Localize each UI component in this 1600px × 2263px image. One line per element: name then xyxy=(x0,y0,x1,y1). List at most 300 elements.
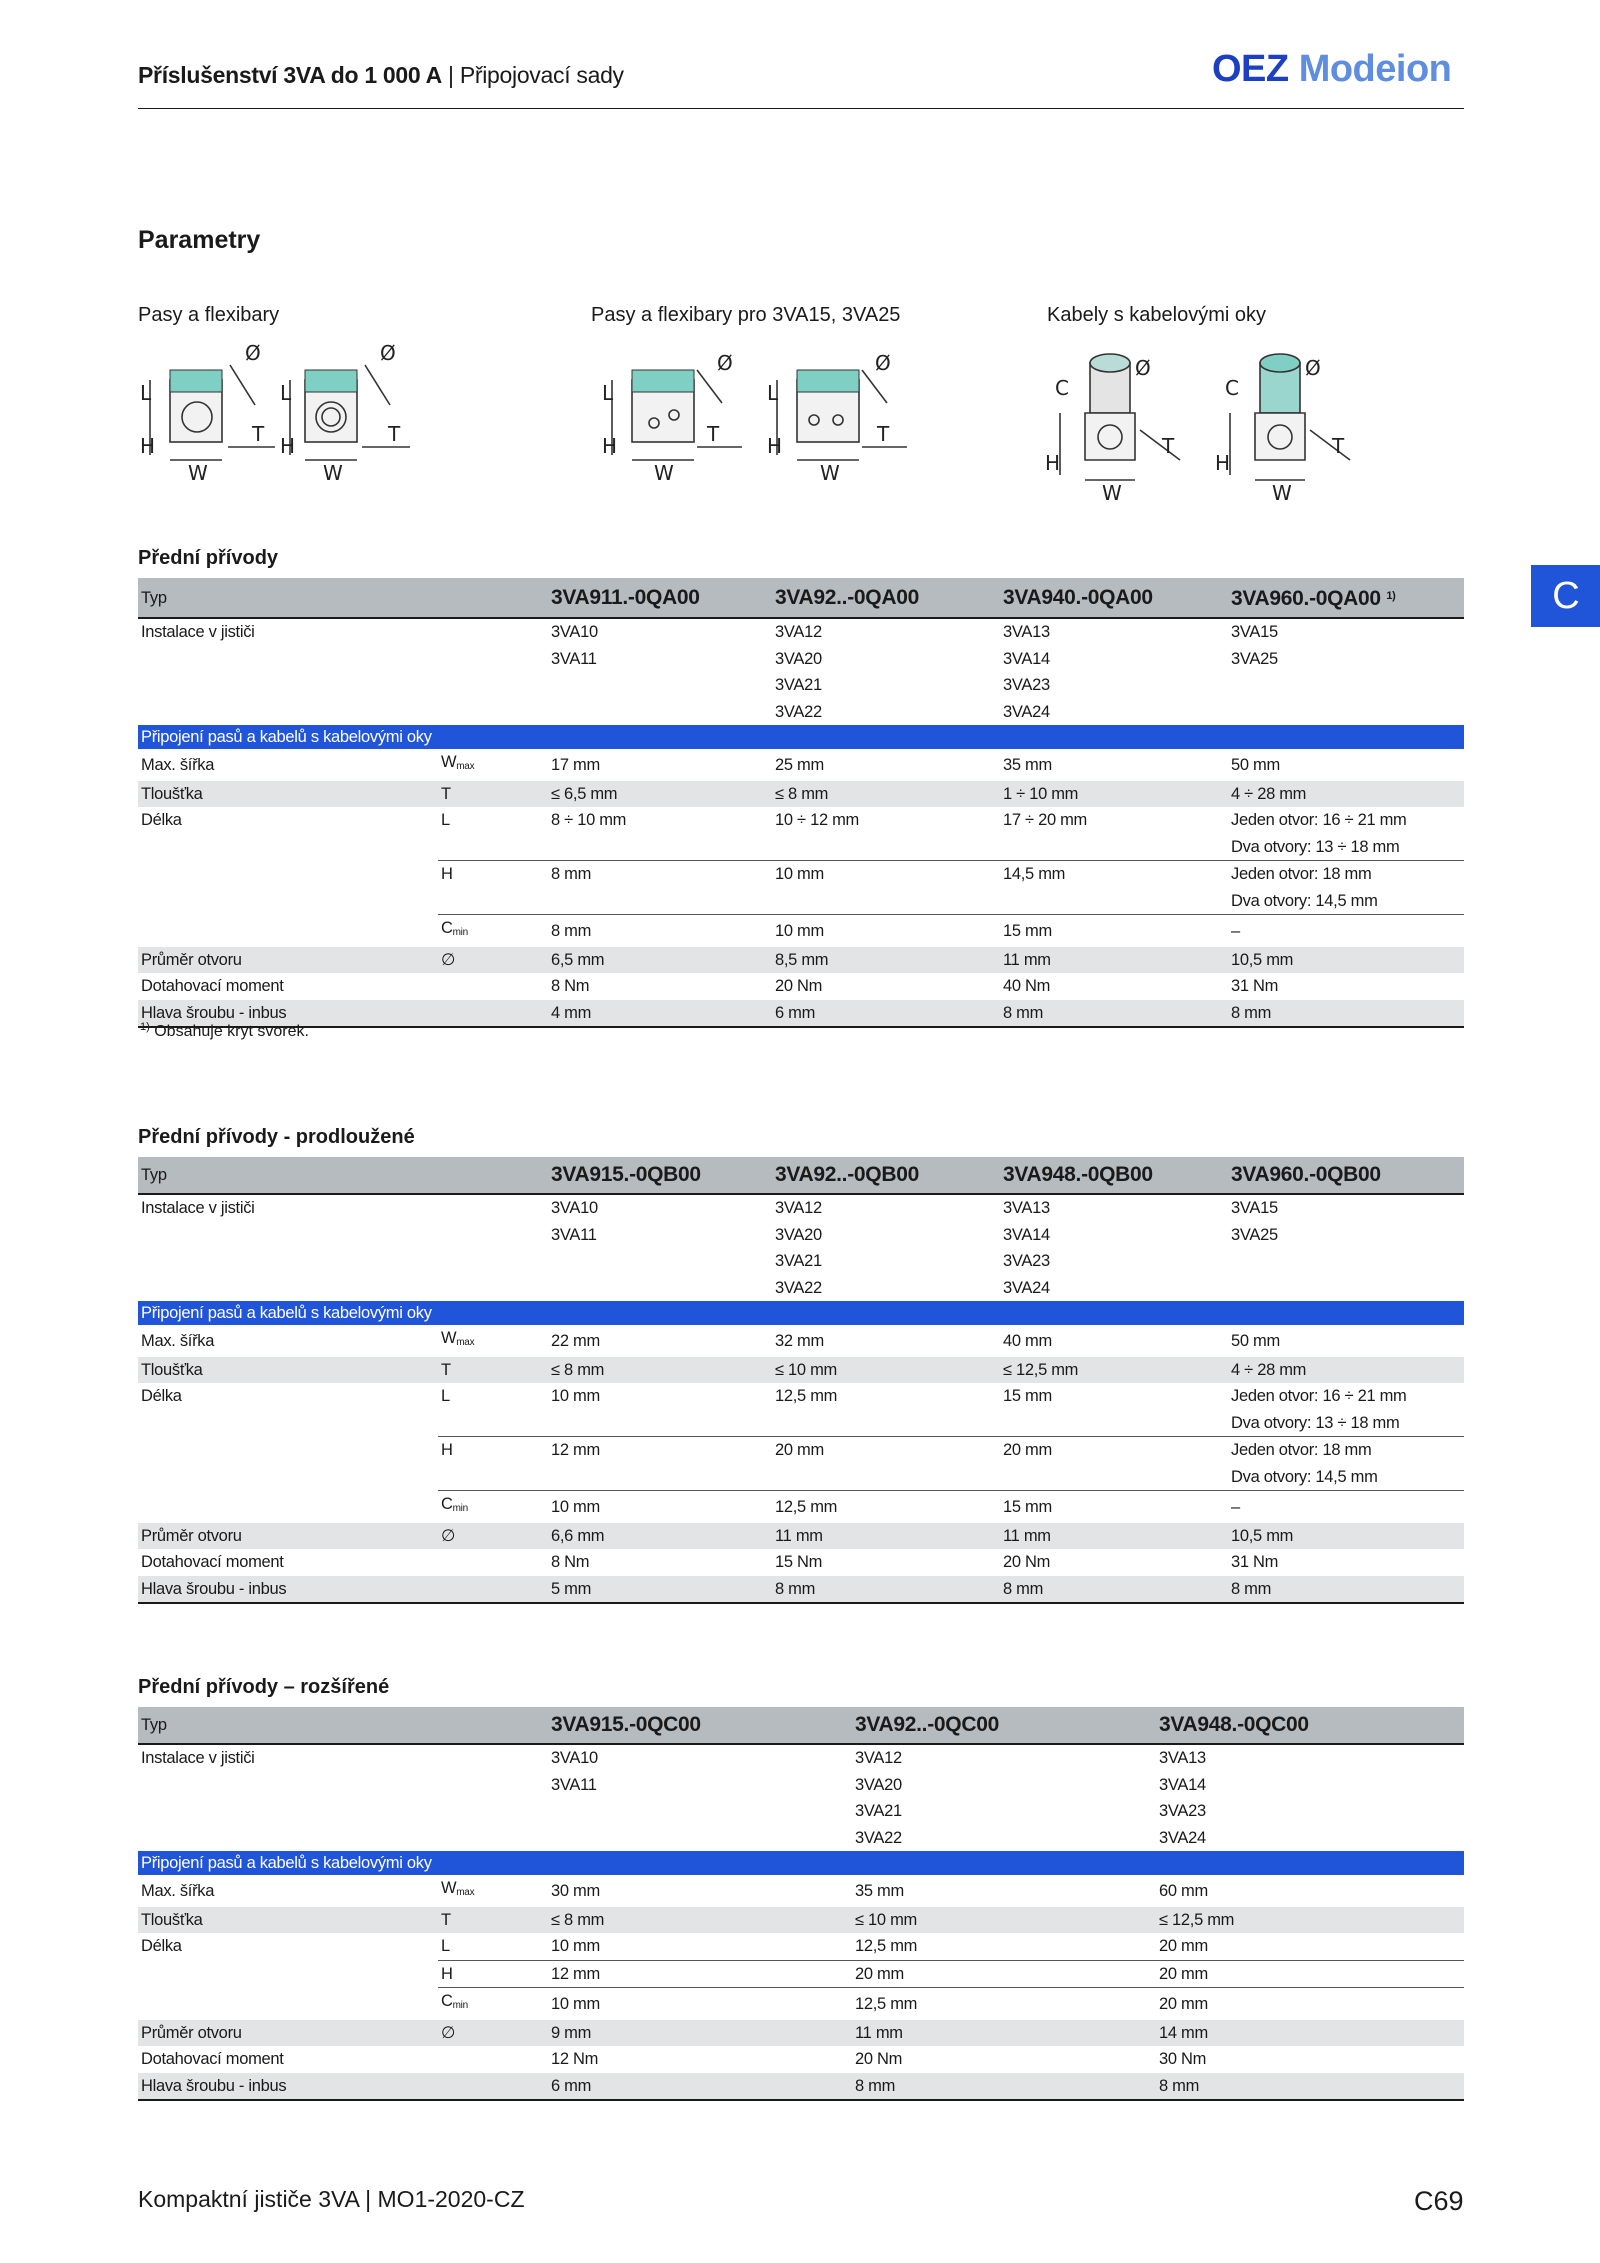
table-cell: 20 Nm xyxy=(855,2050,903,2068)
table-cell: 3VA23 xyxy=(1159,1802,1206,1820)
table-cell xyxy=(772,1464,1000,1491)
diameter-label-3: Ø xyxy=(717,351,733,375)
col-header: 3VA948.-0QB00 xyxy=(1000,1157,1228,1194)
table-cell xyxy=(438,888,548,915)
t-label-6: T xyxy=(1332,434,1345,458)
diameter-label-4: Ø xyxy=(875,351,891,375)
table-row xyxy=(138,749,1464,781)
table-cell: 14,5 mm xyxy=(1000,861,1228,888)
table-cell xyxy=(548,699,772,726)
table-cell: Hlava šroubu - inbus xyxy=(138,1576,438,1604)
table-cell xyxy=(548,888,772,915)
table-cell: H xyxy=(438,861,548,888)
table-cell: 8 mm xyxy=(1000,1000,1228,1028)
table-cell xyxy=(772,1410,1000,1437)
table1-front-terminals xyxy=(138,578,1464,1028)
table-cell xyxy=(138,672,548,699)
table-cell xyxy=(138,1825,548,1852)
table-cell xyxy=(138,888,438,915)
table-cell: ∅ xyxy=(438,1523,548,1550)
diameter-label-6: Ø xyxy=(1305,356,1321,380)
table-cell: ≤ 10 mm xyxy=(772,1357,1000,1384)
table-cell: 50 mm xyxy=(1231,1331,1280,1350)
table-header-row xyxy=(138,1157,1464,1194)
table-row xyxy=(138,834,1464,861)
table-cell: ≤ 10 mm xyxy=(852,1907,1156,1934)
table-cell: Max. šířka xyxy=(141,1881,215,1900)
table-cell: 30 mm xyxy=(551,1881,600,1900)
table-cell: 3VA14 xyxy=(1159,1775,1206,1794)
col-header: 3VA960.-0QA00 $^{1)}$ xyxy=(1228,578,1464,618)
table-cell: Jeden otvor: 16 ÷ 21 mm xyxy=(1231,811,1407,829)
table-cell: 8 Nm xyxy=(551,1553,590,1571)
table-cell: $W_{max}$ xyxy=(441,1329,475,1348)
table-cell xyxy=(548,1464,772,1491)
table-cell: 20 Nm xyxy=(775,977,823,995)
diameter-label: Ø xyxy=(245,341,261,365)
table-cell: 10 ÷ 12 mm xyxy=(775,811,860,829)
t-label: T xyxy=(252,422,265,446)
table-row xyxy=(138,1325,1464,1357)
table-row xyxy=(138,1576,1464,1604)
table-row xyxy=(138,1523,1464,1550)
table-cell xyxy=(438,1464,548,1491)
table-cell: Instalace v jističi xyxy=(141,1749,255,1767)
table-cell: 8,5 mm xyxy=(772,947,1000,974)
table-cell: 20 mm xyxy=(1156,1988,1464,2020)
col-header: 3VA940.-0QA00 xyxy=(1000,578,1228,618)
t-label-4: T xyxy=(877,422,890,446)
table-cell: 3VA23 xyxy=(1003,1252,1050,1270)
t-label-2: T xyxy=(388,422,401,446)
table-cell: 3VA21 xyxy=(775,1252,822,1270)
table-cell: Hlava šroubu - inbus xyxy=(138,2073,438,2101)
type-label: Typ xyxy=(138,1707,548,1744)
table-cell: 10 mm xyxy=(772,915,1000,947)
table-cell xyxy=(138,1464,438,1491)
table-cell: ≤ 8 mm xyxy=(548,1357,772,1384)
table-cell: ∅ xyxy=(438,947,548,974)
table-row xyxy=(138,1248,1464,1275)
l-label: L xyxy=(140,381,152,405)
table-cell: Dva otvory: 14,5 mm xyxy=(1231,1467,1378,1486)
table-cell: 3VA11 xyxy=(551,1775,597,1794)
cable-lug-diagram xyxy=(1040,335,1360,500)
table-cell: Tloušťka xyxy=(138,1907,438,1934)
table-cell: 8 mm xyxy=(772,1576,1000,1604)
table2-front-terminals-extended xyxy=(138,1157,1464,1604)
table-cell: 4 ÷ 28 mm xyxy=(1228,781,1464,808)
table-cell xyxy=(138,1275,548,1302)
table-cell: 6,5 mm xyxy=(548,947,772,974)
table-cell: 12 mm xyxy=(548,1960,852,1988)
table-cell: 30 Nm xyxy=(1159,2050,1207,2068)
table-cell: 3VA11 xyxy=(551,649,597,668)
table-cell xyxy=(548,1825,852,1852)
table-cell: 3VA24 xyxy=(1003,702,1050,721)
table-cell: Délka xyxy=(141,1387,182,1405)
table-header-row xyxy=(138,1707,1464,1744)
type-label: Typ xyxy=(138,578,548,618)
table-cell xyxy=(548,1248,772,1275)
oez-modeion-logo: OEZ Modeion xyxy=(1212,48,1452,90)
table-row xyxy=(138,1798,1464,1825)
table-cell: H xyxy=(438,1437,548,1464)
table-cell: $C_{min}$ xyxy=(438,1988,548,2020)
table-row xyxy=(138,861,1464,888)
table-cell: Průměr otvoru xyxy=(138,2020,438,2047)
table-cell: 8 mm xyxy=(1228,1000,1464,1028)
l-label-4: L xyxy=(767,381,779,405)
table-cell: ≤ 8 mm xyxy=(548,1907,852,1934)
table-row xyxy=(138,1933,1464,1960)
table-cell: 3VA21 xyxy=(855,1802,902,1820)
table-row xyxy=(138,781,1464,808)
busbar-3va15-diagram xyxy=(592,335,932,485)
table-cell: $W_{max}$ xyxy=(441,753,475,772)
table-row xyxy=(138,1549,1464,1576)
table-cell: T xyxy=(438,1357,548,1384)
type-label: Typ xyxy=(138,1157,548,1194)
w-label-4: W xyxy=(820,461,840,485)
table-cell: 6 mm xyxy=(548,2073,852,2101)
table-cell: 10 mm xyxy=(548,1491,772,1523)
table-cell: 3VA22 xyxy=(775,1278,822,1297)
table-row xyxy=(138,1772,1464,1799)
table-cell: ≤ 8 mm xyxy=(772,781,1000,808)
h-label: H xyxy=(140,434,156,458)
table-cell: Dva otvory: 13 ÷ 18 mm xyxy=(1231,1413,1400,1432)
table-row xyxy=(138,2073,1464,2101)
table-cell: 15 mm xyxy=(1000,1491,1228,1523)
table-cell: 11 mm xyxy=(852,2020,1156,2047)
table-cell: 3VA15 xyxy=(1231,623,1278,641)
table1-title: Přední přívody xyxy=(138,547,279,569)
table-cell xyxy=(138,646,548,673)
table-cell: 32 mm xyxy=(775,1331,824,1350)
table-cell: 10,5 mm xyxy=(1228,1523,1464,1550)
table-cell xyxy=(138,1410,438,1437)
table3-title: Přední přívody – rozšířené xyxy=(138,1676,390,1698)
table-cell: Hlava šroubu - inbus xyxy=(138,1000,438,1028)
table-cell xyxy=(548,1275,772,1302)
table-cell: 15 mm xyxy=(1000,915,1228,947)
table-cell: 3VA10 xyxy=(551,1199,598,1217)
table-cell: 8 mm xyxy=(548,915,772,947)
table-row xyxy=(138,1194,1464,1222)
table-cell: Délka xyxy=(141,811,182,829)
diagram-caption-cable-lugs: Kabely s kabelovými oky xyxy=(1047,304,1266,326)
table-cell: 3VA24 xyxy=(1159,1828,1206,1847)
table-row xyxy=(138,1491,1464,1523)
table-cell: 14 mm xyxy=(1156,2020,1464,2047)
table-cell xyxy=(138,1772,548,1799)
table-row xyxy=(138,1907,1464,1934)
table-cell: 1 ÷ 10 mm xyxy=(1000,781,1228,808)
w-label-6: W xyxy=(1272,481,1292,500)
table-cell: 8 mm xyxy=(1000,1576,1228,1604)
w-label-2: W xyxy=(323,461,343,485)
table-cell: $W_{max}$ xyxy=(441,1879,475,1898)
diameter-label-5: Ø xyxy=(1135,356,1151,380)
table-cell xyxy=(138,1988,438,2020)
table-cell: Tloušťka xyxy=(138,1357,438,1384)
table-cell: 3VA13 xyxy=(1159,1749,1206,1767)
col-header: 3VA948.-0QC00 xyxy=(1156,1707,1464,1744)
parameters-heading: Parametry xyxy=(138,226,261,254)
table-row xyxy=(138,1410,1464,1437)
table-cell xyxy=(138,915,438,947)
table-cell xyxy=(1000,1410,1228,1437)
table-cell: 12 mm xyxy=(548,1437,772,1464)
table-cell: Max. šířka xyxy=(141,1331,215,1350)
table-cell: 3VA24 xyxy=(1003,1278,1050,1297)
table-cell: L xyxy=(441,811,450,829)
table-cell xyxy=(772,834,1000,861)
table-cell: Délka xyxy=(141,1937,182,1956)
table-cell xyxy=(438,1000,548,1028)
t-label-5: T xyxy=(1162,434,1175,458)
table-cell: 12,5 mm xyxy=(775,1387,838,1405)
table-row xyxy=(138,2020,1464,2047)
table-cell: 3VA12 xyxy=(855,1749,902,1767)
section-tab: C xyxy=(1531,565,1600,627)
table-cell: 20 mm xyxy=(1156,1960,1464,1988)
table-cell: 12,5 mm xyxy=(772,1491,1000,1523)
table-cell: 5 mm xyxy=(548,1576,772,1604)
table-row xyxy=(138,672,1464,699)
page-number: C69 xyxy=(1414,2186,1464,2216)
diagram-caption-busbars-3va15: Pasy a flexibary pro 3VA15, 3VA25 xyxy=(591,304,901,326)
table-cell: 12,5 mm xyxy=(855,1937,918,1955)
table-cell: 4 mm xyxy=(548,1000,772,1028)
section-row xyxy=(138,1851,1464,1875)
table-cell xyxy=(1228,672,1464,699)
table-cell xyxy=(548,834,772,861)
table-cell: Dotahovací moment xyxy=(141,977,284,995)
table-row xyxy=(138,915,1464,947)
table-cell xyxy=(138,861,438,888)
table-row xyxy=(138,646,1464,673)
table-cell: T xyxy=(438,1907,548,1934)
table-cell: 3VA12 xyxy=(775,623,822,641)
table-cell: Jeden otvor: 16 ÷ 21 mm xyxy=(1231,1387,1407,1405)
t-label-3: T xyxy=(707,422,720,446)
table-cell: 3VA22 xyxy=(775,702,822,721)
table-row xyxy=(138,1875,1464,1907)
table-row xyxy=(138,888,1464,915)
table-cell: 3VA20 xyxy=(855,1775,902,1794)
table3-front-terminals-widened xyxy=(138,1707,1464,2101)
table-cell: 35 mm xyxy=(1003,755,1052,774)
table-row xyxy=(138,699,1464,726)
table-cell xyxy=(438,2073,548,2101)
table-cell: L xyxy=(441,1387,450,1405)
table-cell xyxy=(438,1549,548,1576)
table-cell: ∅ xyxy=(438,2020,548,2047)
table-cell: 20 mm xyxy=(1000,1437,1228,1464)
table-row xyxy=(138,947,1464,974)
table-cell: H xyxy=(438,1960,548,1988)
table-cell: 11 mm xyxy=(1000,947,1228,974)
table-cell: 8 ÷ 10 mm xyxy=(551,811,627,829)
table-cell: Jeden otvor: 18 mm xyxy=(1228,861,1464,888)
table-cell: 35 mm xyxy=(855,1881,904,1900)
c-label: C xyxy=(1055,376,1069,400)
table-cell: 8 mm xyxy=(852,2073,1156,2101)
table-cell: 3VA13 xyxy=(1003,623,1050,641)
table-cell xyxy=(1000,834,1228,861)
table-cell: 9 mm xyxy=(548,2020,852,2047)
table-cell: 3VA20 xyxy=(775,1225,822,1244)
table-row xyxy=(138,1960,1464,1988)
c-label-2: C xyxy=(1225,376,1239,400)
table-cell: 8 Nm xyxy=(551,977,590,995)
table-row xyxy=(138,1464,1464,1491)
table-cell: 3VA11 xyxy=(551,1225,597,1244)
table-cell: Max. šířka xyxy=(141,755,215,774)
table-cell: 31 Nm xyxy=(1231,977,1279,995)
table-cell xyxy=(138,699,548,726)
h-label-4: H xyxy=(767,434,783,458)
table-cell: 8 mm xyxy=(548,861,772,888)
table-cell: 3VA14 xyxy=(1003,1225,1050,1244)
table-cell: 10,5 mm xyxy=(1228,947,1464,974)
table-cell: Instalace v jističi xyxy=(141,1199,255,1217)
col-header: 3VA960.-0QB00 xyxy=(1228,1157,1464,1194)
table-cell: 8 mm xyxy=(1156,2073,1464,2101)
table-cell: 3VA21 xyxy=(775,676,822,694)
table-cell: 22 mm xyxy=(551,1331,600,1350)
table-cell: 3VA23 xyxy=(1003,676,1050,694)
section-row xyxy=(138,725,1464,749)
w-label-3: W xyxy=(654,461,674,485)
table-cell: 17 mm xyxy=(551,755,600,774)
table-header-row xyxy=(138,578,1464,618)
col-header: 3VA92..-0QB00 xyxy=(772,1157,1000,1194)
table-row xyxy=(138,1988,1464,2020)
table-cell: 3VA25 xyxy=(1231,1225,1278,1244)
table-cell: 6 mm xyxy=(772,1000,1000,1028)
w-label-5: W xyxy=(1102,481,1122,500)
table-cell xyxy=(548,1798,852,1825)
table-cell: 40 mm xyxy=(1003,1331,1052,1350)
h-label-6: H xyxy=(1215,451,1231,475)
table-cell xyxy=(1000,888,1228,915)
table-cell: $C_{min}$ xyxy=(438,1491,548,1523)
table-cell: 6,6 mm xyxy=(548,1523,772,1550)
table-cell: 10 mm xyxy=(551,1937,600,1955)
diagram-caption-busbars: Pasy a flexibary xyxy=(138,304,280,326)
table-cell: 25 mm xyxy=(775,755,824,774)
table-cell xyxy=(138,1798,548,1825)
table-cell xyxy=(548,1410,772,1437)
table-row xyxy=(138,1825,1464,1852)
table-cell: 3VA14 xyxy=(1003,649,1050,668)
table-cell xyxy=(138,1491,438,1523)
table-cell: Dva otvory: 13 ÷ 18 mm xyxy=(1231,837,1400,856)
table-cell: – xyxy=(1228,1491,1464,1523)
table-row xyxy=(138,1383,1464,1410)
table-cell: Jeden otvor: 18 mm xyxy=(1228,1437,1464,1464)
header-title: Příslušenství 3VA do 1 000 A | Připojovací sady xyxy=(138,62,624,88)
table-cell xyxy=(138,1248,548,1275)
table-cell xyxy=(138,1222,548,1249)
table-cell: 50 mm xyxy=(1231,755,1280,774)
busbar-terminal-diagram xyxy=(140,335,440,485)
table-cell: 17 ÷ 20 mm xyxy=(1003,811,1088,829)
table-cell: 40 Nm xyxy=(1003,977,1051,995)
table-cell: 11 mm xyxy=(1000,1523,1228,1550)
table-cell xyxy=(438,1576,548,1604)
table-cell: 10 mm xyxy=(551,1387,600,1405)
table-row xyxy=(138,1744,1464,1772)
table-cell: T xyxy=(438,781,548,808)
table-cell xyxy=(548,672,772,699)
table-cell: 3VA25 xyxy=(1231,649,1278,668)
table-cell: 12,5 mm xyxy=(852,1988,1156,2020)
diameter-label-2: Ø xyxy=(380,341,396,365)
header-rule xyxy=(138,108,1464,109)
table-cell: 10 mm xyxy=(772,861,1000,888)
table-cell xyxy=(438,2046,548,2073)
table-cell: Tloušťka xyxy=(138,781,438,808)
table-row xyxy=(138,1222,1464,1249)
table-cell: 10 mm xyxy=(548,1988,852,2020)
table-cell: Připojení pasů a kabelů s kabelovými oky xyxy=(138,725,1464,749)
table-cell: $C_{min}$ xyxy=(438,915,548,947)
col-header: 3VA911.-0QA00 xyxy=(548,578,772,618)
table-cell: 3VA10 xyxy=(551,623,598,641)
table-cell: Průměr otvoru xyxy=(138,947,438,974)
table-cell: Dotahovací moment xyxy=(141,2050,284,2068)
table-cell: L xyxy=(441,1937,450,1955)
table-row xyxy=(138,1000,1464,1028)
col-header: 3VA915.-0QC00 xyxy=(548,1707,852,1744)
col-header: 3VA92..-0QA00 xyxy=(772,578,1000,618)
table-cell: 15 mm xyxy=(1003,1387,1052,1405)
table-cell: 15 Nm xyxy=(775,1553,823,1571)
table-cell: Dva otvory: 14,5 mm xyxy=(1231,891,1378,910)
table-cell: 3VA10 xyxy=(551,1749,598,1767)
l-label-3: L xyxy=(602,381,614,405)
table-cell: 3VA15 xyxy=(1231,1199,1278,1217)
table-cell: 3VA12 xyxy=(775,1199,822,1217)
table-cell: – xyxy=(1228,915,1464,947)
h-label-5: H xyxy=(1045,451,1061,475)
table-cell xyxy=(772,888,1000,915)
table-cell xyxy=(1228,699,1464,726)
table-cell: Průměr otvoru xyxy=(138,1523,438,1550)
table-row xyxy=(138,1357,1464,1384)
table-row xyxy=(138,618,1464,646)
table-row xyxy=(138,973,1464,1000)
col-header: 3VA92..-0QC00 xyxy=(852,1707,1156,1744)
table-cell: 3VA22 xyxy=(855,1828,902,1847)
h-label-3: H xyxy=(602,434,618,458)
install-label: Instalace v jističi xyxy=(141,623,255,641)
table-cell: 20 mm xyxy=(1159,1937,1208,1955)
w-label: W xyxy=(188,461,208,485)
table-cell: ≤ 12,5 mm xyxy=(1156,1907,1464,1934)
table-row xyxy=(138,1437,1464,1464)
table-cell: 60 mm xyxy=(1159,1881,1208,1900)
table-row xyxy=(138,1275,1464,1302)
table-cell: 8 mm xyxy=(1228,1576,1464,1604)
table-cell xyxy=(438,834,548,861)
table-cell xyxy=(1228,1248,1464,1275)
table-cell xyxy=(138,834,438,861)
